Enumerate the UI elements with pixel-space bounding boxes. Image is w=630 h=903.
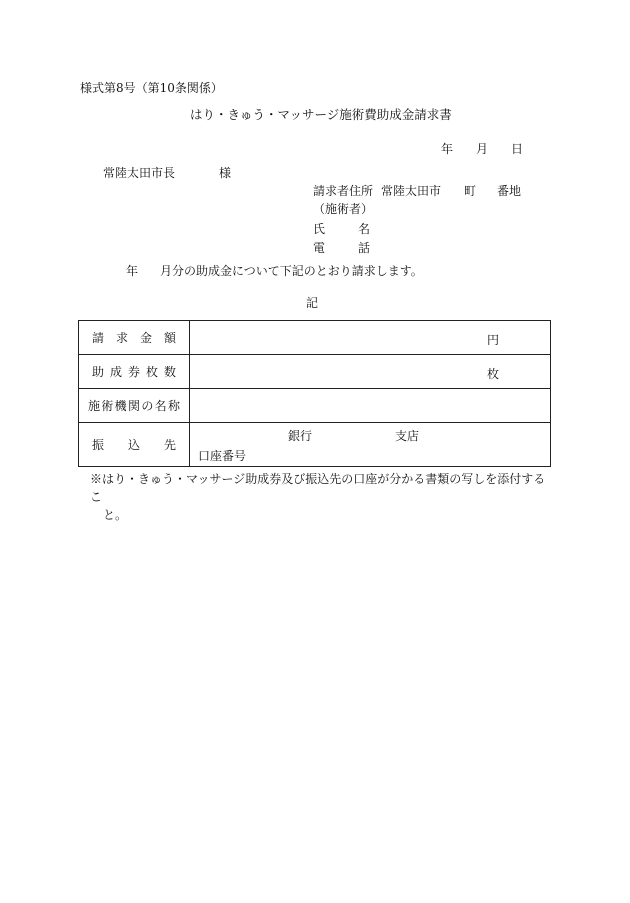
requester-town-label: 町 [464, 184, 477, 198]
requester-phone-label-1: 電 [313, 241, 326, 255]
requester-phone-label-2: 話 [358, 241, 371, 255]
attachment-note [90, 470, 550, 524]
addressee-name: 常陸太田市長 [103, 166, 176, 180]
facility-name-value-cell [190, 389, 551, 423]
ki-heading: 記 [306, 296, 319, 310]
branch-label: 支店 [395, 429, 420, 443]
transfer-label: 振込先 [92, 438, 176, 452]
date-year-label: 年 [441, 142, 454, 156]
requester-practitioner-label: （施術者） [313, 202, 374, 216]
transfer-value-cell [190, 423, 551, 467]
requester-lot-label: 番地 [497, 184, 522, 198]
requester-address-city: 常陸太田市 [381, 184, 442, 198]
facility-name-label: 施術機関の名称 [88, 399, 180, 413]
requester-name-label-2: 名 [358, 222, 371, 236]
table-label-cell [79, 321, 190, 355]
coupon-count-value-cell [190, 355, 551, 389]
amount-label: 請求金額 [92, 331, 176, 345]
account-number-label: 口座番号 [198, 449, 247, 463]
amount-value-cell [190, 321, 551, 355]
table-label-cell [79, 423, 190, 467]
requester-address-label: 請求者住所 [313, 184, 374, 198]
coupon-count-unit: 枚 [487, 367, 500, 381]
table-label-cell [79, 389, 190, 423]
date-month-label: 月 [476, 142, 489, 156]
requester-name-label-1: 氏 [313, 222, 326, 236]
note-line-1: ※はり・きゅう・マッサージ助成券及び振込先の口座が分かる書類の写しを添付するこ [90, 472, 546, 504]
request-text: 月分の助成金について下記のとおり請求します。 [160, 264, 423, 278]
document-title: はり・きゅう・マッサージ施術費助成金請求書 [190, 107, 452, 122]
form-number: 様式第8号（第10条関係） [80, 81, 223, 95]
request-year-label: 年 [126, 264, 139, 278]
table-row [79, 423, 551, 467]
table-row [79, 355, 551, 389]
bank-label: 銀行 [288, 429, 313, 443]
note-line-2: と。 [103, 508, 128, 522]
request-table [78, 320, 551, 467]
table-label-cell [79, 355, 190, 389]
coupon-count-label: 助成券枚数 [92, 365, 176, 379]
table-row [79, 321, 551, 355]
addressee-honorific: 様 [219, 166, 232, 180]
date-day-label: 日 [511, 142, 524, 156]
table-row [79, 389, 551, 423]
amount-unit: 円 [487, 333, 500, 347]
